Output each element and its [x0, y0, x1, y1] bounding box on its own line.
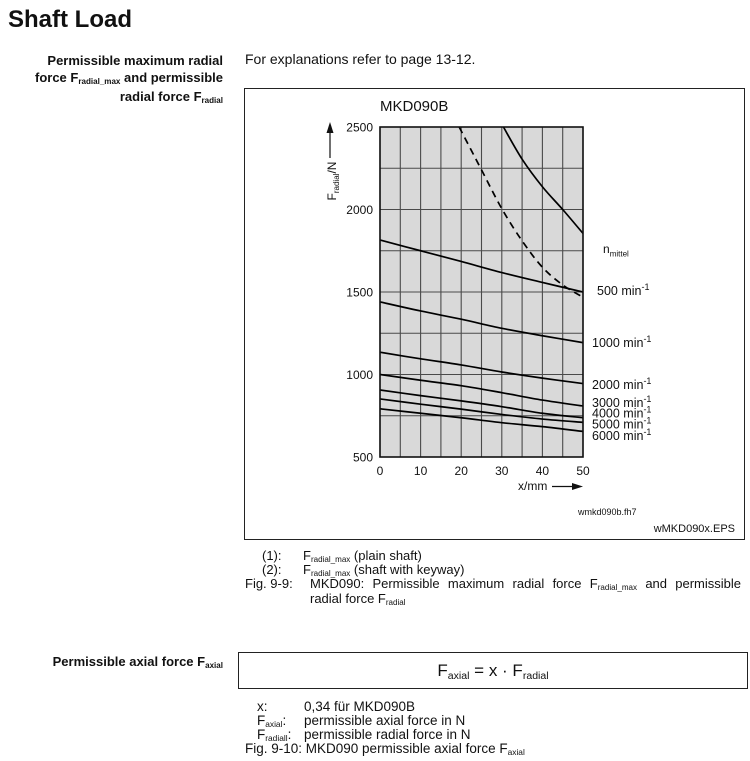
caption-subscript: radial_max	[597, 583, 638, 593]
label-subscript: axial	[205, 661, 223, 671]
x-axis-label	[518, 479, 583, 493]
curve-label-2000	[592, 376, 651, 392]
y-tick-label: 1000	[346, 367, 373, 382]
section-label-line-1	[35, 52, 223, 69]
legend-subscript: radial_max	[310, 569, 351, 579]
legend-description: (plain shaft)	[350, 548, 422, 563]
legend-subscript: radial_max	[310, 555, 351, 565]
y-axis-label	[325, 122, 341, 200]
y-label-unit: /N	[325, 161, 339, 174]
x-tick-label: 20	[454, 464, 468, 478]
y-tick-label: 500	[352, 450, 373, 465]
explanation-reference: For explanations refer to page 13-12.	[245, 51, 476, 67]
legend-symbol: F	[303, 548, 311, 563]
curve-label-superscript: -1	[643, 376, 652, 386]
definition-colon: :	[287, 727, 292, 742]
y-label-subscript: radial	[332, 173, 341, 194]
figure-file-reference: wmkd090b.fh7	[578, 507, 637, 517]
caption-text: and permissible	[637, 576, 742, 591]
x-tick-label: 40	[535, 464, 550, 478]
caption-subscript: axial	[507, 747, 525, 758]
caption-text: Fig. 9-10: MKD090 permissible axial force F	[245, 741, 508, 756]
definition-subscript: axial	[265, 719, 283, 730]
caption-text: MKD090: Permissible maximum radial force F	[310, 576, 598, 591]
y-tick-label: 1500	[346, 285, 373, 300]
label-subscript: radial_max	[78, 77, 121, 87]
label-text: Permissible maximum radial	[47, 53, 223, 68]
x-tick-label: 50	[576, 464, 590, 478]
section-label-line-2	[35, 69, 223, 88]
y-label-symbol: F	[325, 193, 339, 201]
definition-desc-faxial: permissible axial force in N	[304, 713, 466, 728]
caption-text: radial force F	[310, 591, 386, 606]
legend-symbol: F	[303, 562, 311, 577]
curve-label-500	[597, 282, 650, 298]
label-text: Permissible axial force F	[52, 654, 206, 669]
x-axis-arrow-head-icon	[572, 483, 583, 490]
curve-label-text: 1000 min	[592, 336, 644, 350]
chart-title: MKD090B	[380, 98, 449, 115]
legend-title-symbol: n	[603, 242, 610, 256]
radial-force-chart	[244, 88, 746, 541]
label-subscript: radial	[201, 96, 223, 106]
section-label-line-3	[35, 88, 223, 107]
caption-subscript: radial	[385, 598, 406, 608]
figure-eps-reference: wMKD090x.EPS	[653, 523, 735, 535]
definition-colon: :	[282, 713, 287, 728]
legend-title-subscript: mittel	[609, 249, 629, 259]
formula-operator: = x · F	[469, 661, 523, 680]
definition-desc-fradial: permissible radial force in N	[304, 727, 471, 742]
section-label-axial-force	[53, 653, 223, 672]
curve-label-text: 2000 min	[592, 378, 644, 392]
formula-lhs: F	[437, 661, 448, 680]
curve-labels	[592, 282, 651, 443]
axial-force-formula	[238, 652, 748, 689]
curve-label-text: 6000 min	[592, 429, 644, 443]
legend-title	[603, 242, 629, 259]
x-axis-label-text: x/mm	[518, 479, 548, 493]
plot-layer	[346, 120, 651, 478]
curve-label-text: 5000 min	[592, 417, 644, 432]
curve-label-superscript: -1	[643, 427, 652, 437]
y-axis-label-text	[325, 162, 341, 201]
figure-caption-label: Fig. 9-9:	[245, 576, 293, 591]
label-text: force F	[35, 70, 79, 85]
x-tick-label: 30	[495, 464, 509, 478]
label-text: radial force F	[119, 89, 202, 104]
curve-label-superscript: -1	[641, 282, 650, 292]
curve-label-text: 3000 min	[592, 396, 644, 410]
curve-label-text: 500 min	[597, 284, 642, 298]
legend-description: (shaft with keyway)	[350, 562, 465, 577]
y-tick-label: 2500	[346, 120, 373, 135]
legend-key-2: (2):	[262, 562, 282, 577]
figure-caption-axial	[245, 742, 525, 757]
definition-symbol: x:	[257, 699, 268, 714]
x-tick-label: 10	[413, 464, 428, 478]
x-tick-label: 0	[376, 464, 384, 478]
curve-label-superscript: -1	[643, 415, 652, 426]
curve-label-1000	[592, 334, 651, 350]
curve-label-text: 4000 min	[592, 406, 644, 421]
formula-lhs-subscript: axial	[447, 669, 470, 682]
y-axis-arrow-head-icon	[327, 122, 334, 133]
curve-label-superscript: -1	[643, 334, 652, 344]
legend-key-1: (1):	[262, 548, 282, 563]
figure-caption-line-2	[310, 591, 406, 608]
curve-label-6000	[592, 427, 651, 443]
label-text: and permissible	[120, 70, 223, 85]
curve-label-superscript: -1	[643, 394, 652, 404]
definition-desc-x: 0,34 für MKD090B	[304, 699, 416, 714]
curve-label-superscript: -1	[643, 404, 652, 415]
definition-subscript: radiall	[265, 733, 288, 744]
definition-symbol: F	[257, 713, 266, 728]
section-label-radial-force	[35, 52, 223, 107]
page-title: Shaft Load	[8, 6, 132, 33]
formula-rhs-subscript: radial	[522, 669, 549, 682]
y-tick-label: 2000	[346, 202, 373, 217]
definition-symbol: F	[257, 727, 266, 742]
